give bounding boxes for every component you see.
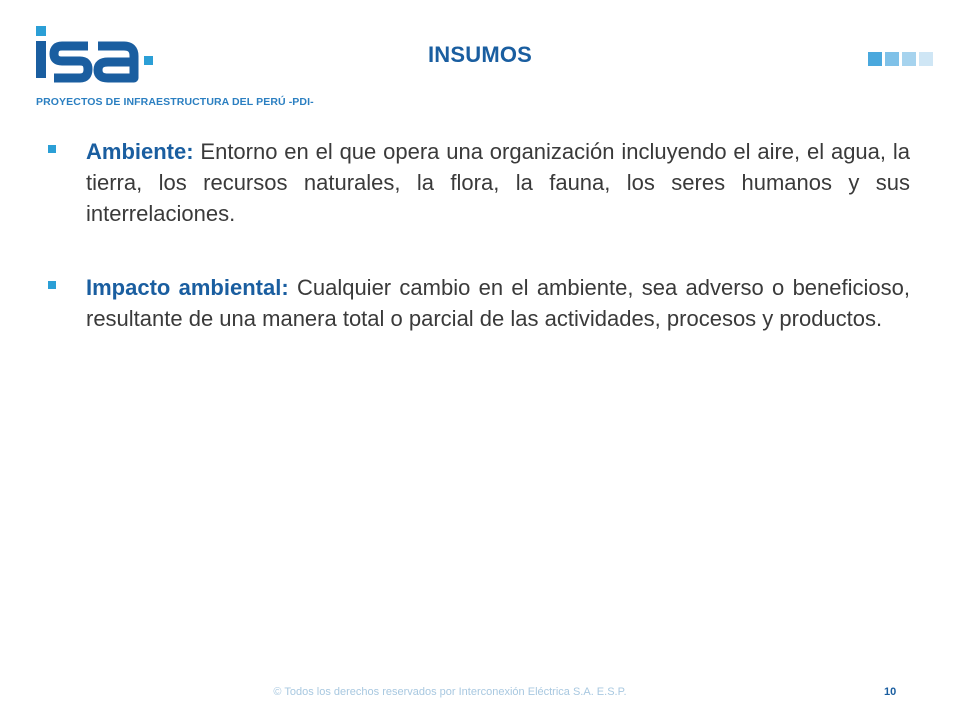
bullet-item: [46, 136, 910, 229]
bullet-paragraph: [86, 136, 910, 229]
page-number: 10: [884, 686, 897, 698]
bullet-definition: Entorno en el que opera una organización incluyendo el aire, el agua, la tierra, los recursos naturales, la flora, la fauna, los seres humanos y sus interrelaciones.: [86, 139, 910, 226]
decorative-square: [919, 52, 933, 66]
page-title: INSUMOS: [427, 42, 533, 67]
bullet-term: Impacto ambiental:: [86, 275, 289, 300]
bullet-term: Ambiente:: [86, 139, 194, 164]
company-logo: [30, 24, 320, 114]
square-bullet-icon: [48, 145, 56, 153]
bullet-paragraph: [86, 272, 910, 334]
slide-content: [46, 136, 910, 377]
footer-copyright: © Todos los derechos reservados por Interconexión Eléctrica S.A. E.S.P.: [273, 686, 627, 698]
square-bullet-icon: [48, 281, 56, 289]
decorative-squares: [868, 52, 933, 66]
logo-subtitle: PROYECTOS DE INFRAESTRUCTURA DEL PERÚ -PDI-: [36, 96, 314, 108]
decorative-square: [868, 52, 882, 66]
bullet-item: [46, 272, 910, 334]
decorative-square: [902, 52, 916, 66]
bullet-definition: Cualquier cambio en el ambiente, sea adverso o beneficioso, resultante de una manera total o parcial de las actividades, procesos y productos.: [86, 275, 910, 331]
decorative-square: [885, 52, 899, 66]
